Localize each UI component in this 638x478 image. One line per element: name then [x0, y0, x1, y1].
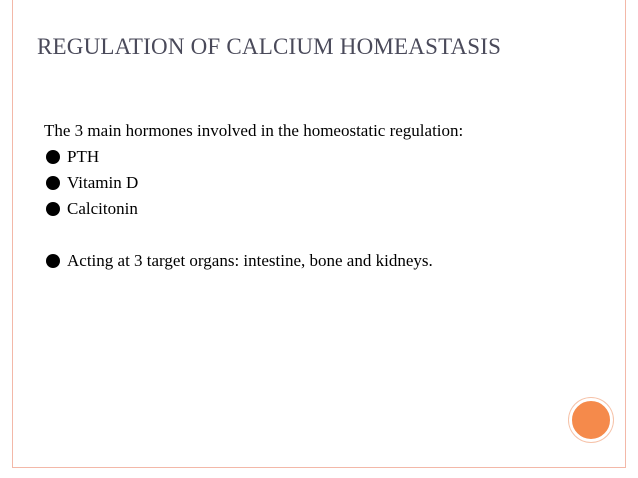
- slide-title: REGULATION OF CALCIUM HOMEASTASIS: [37, 34, 502, 59]
- slide-content: [44, 118, 463, 274]
- hormone-list: [44, 144, 463, 274]
- hormone-vitamin-d: Vitamin D: [67, 173, 139, 192]
- hormone-pth: PTH: [67, 147, 100, 166]
- list-item: [44, 248, 463, 274]
- decorative-circle-icon: [569, 398, 613, 442]
- hormone-calcitonin: Calcitonin: [67, 199, 138, 218]
- bullet-icon: [46, 202, 60, 216]
- intro-text: The 3 main hormones involved in the homeostatic regulation:: [44, 121, 464, 140]
- list-item: [44, 196, 463, 222]
- list-item: [44, 144, 463, 170]
- bullet-icon: [46, 176, 60, 190]
- bullet-icon: [46, 254, 60, 268]
- bullet-icon: [46, 150, 60, 164]
- target-organs-note: Acting at 3 target organs: intestine, bone and kidneys.: [67, 251, 433, 270]
- list-item: [44, 170, 463, 196]
